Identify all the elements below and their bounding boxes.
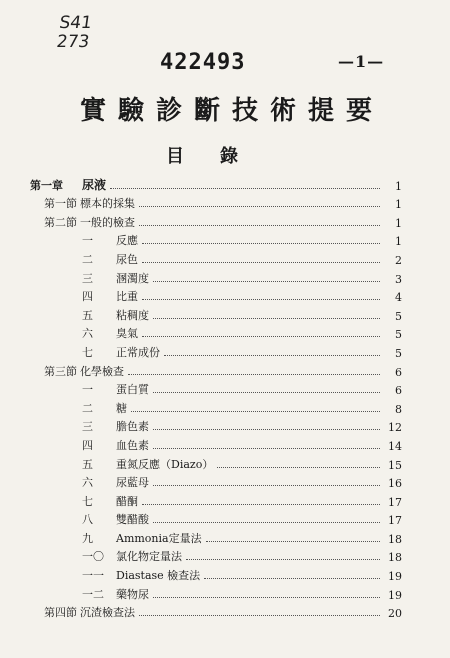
dot-leader <box>164 354 380 356</box>
toc-entry <box>30 267 402 286</box>
dot-leader <box>142 335 380 337</box>
toc-entry <box>30 323 402 342</box>
dot-leader <box>142 298 380 300</box>
toc-entry-page: 5 <box>395 309 402 323</box>
toc-entry-page: 1 <box>395 198 402 212</box>
toc-entry-page: 17 <box>388 495 402 509</box>
toc-entry-page: 3 <box>395 272 402 286</box>
dot-leader <box>139 205 380 207</box>
dot-leader <box>186 558 380 560</box>
toc-entry-page: 19 <box>388 588 402 602</box>
toc-entry-label: 標本的採集 <box>80 197 135 211</box>
dot-leader <box>206 540 380 542</box>
toc-entry-number: 二 <box>82 401 93 415</box>
toc-entry-page: 20 <box>388 607 402 621</box>
toc-entry-page: 6 <box>395 365 402 379</box>
dot-leader <box>128 373 380 375</box>
handwritten-note: S41 273 <box>55 13 94 52</box>
dot-leader <box>153 317 380 319</box>
toc-entry-label: 沉渣檢查法 <box>80 606 135 620</box>
toc-entry <box>30 341 402 360</box>
toc-entry-number: 三 <box>82 271 93 285</box>
toc-entry-label: 臭氣 <box>116 327 138 341</box>
toc-entry-page: 6 <box>395 384 402 398</box>
toc-entry <box>30 453 402 472</box>
toc-entry-label: 氯化物定量法 <box>116 550 182 564</box>
toc-entry-number: 五 <box>82 457 93 471</box>
table-of-contents <box>30 174 402 620</box>
toc-entry-number: 九 <box>82 531 93 545</box>
dot-leader <box>153 596 380 598</box>
toc-entry <box>30 564 402 583</box>
toc-entry-number: 一二 <box>82 587 104 601</box>
dot-leader <box>153 521 380 523</box>
toc-entry-label: 膽色素 <box>116 420 149 434</box>
dot-leader <box>153 280 380 282</box>
toc-entry-label: 血色素 <box>116 438 149 452</box>
toc-entry-number: 二 <box>82 252 93 266</box>
toc-entry <box>30 546 402 565</box>
toc-entry-number: 第一節 <box>44 197 77 211</box>
toc-entry <box>30 230 402 249</box>
toc-entry-label: Diastase 檢查法 <box>116 569 201 583</box>
toc-entry <box>30 509 402 528</box>
toc-entry-number: 六 <box>82 476 93 490</box>
toc-entry-label: 醋酮 <box>116 494 138 508</box>
toc-entry-number: 第三節 <box>44 364 77 378</box>
toc-entry-label: 溷濁度 <box>116 271 149 285</box>
toc-entry-page: 8 <box>395 402 402 416</box>
toc-entry-label: 尿液 <box>82 177 107 192</box>
toc-entry-page: 1 <box>395 179 402 193</box>
toc-entry-number: 第四節 <box>44 606 77 620</box>
toc-entry-number: 第二節 <box>44 215 77 229</box>
toc-entry-page: 5 <box>395 328 402 342</box>
toc-entry <box>30 174 402 193</box>
toc-entry-label: 比重 <box>116 290 138 304</box>
book-title: 實驗診斷技術提要 <box>79 96 384 126</box>
toc-entry-number: 四 <box>82 438 93 452</box>
toc-entry-label: 尿色 <box>116 252 138 266</box>
toc-entry <box>30 583 402 602</box>
dot-leader <box>153 484 380 486</box>
toc-entry-number: 四 <box>82 290 93 304</box>
page-number: —1— <box>338 52 385 71</box>
toc-entry-number: 一一 <box>82 569 104 583</box>
toc-entry-page: 2 <box>395 253 402 267</box>
toc-entry <box>30 527 402 546</box>
toc-entry-page: 19 <box>388 570 402 584</box>
toc-entry-label: 尿藍母 <box>116 476 149 490</box>
dot-leader <box>131 410 380 412</box>
dot-leader <box>139 224 380 226</box>
toc-entry-page: 18 <box>388 551 402 565</box>
toc-entry <box>30 304 402 323</box>
toc-entry <box>30 211 402 230</box>
toc-entry-page: 16 <box>388 477 402 491</box>
toc-entry <box>30 490 402 509</box>
dot-leader <box>142 242 380 244</box>
toc-entry-page: 1 <box>395 216 402 230</box>
dot-leader <box>153 428 380 430</box>
toc-entry-number: 七 <box>82 345 93 359</box>
toc-entry-page: 14 <box>388 439 402 453</box>
toc-entry-label: 糖 <box>116 401 127 415</box>
toc-entry-number: 六 <box>82 327 93 341</box>
toc-entry-number: 八 <box>82 513 93 527</box>
toc-entry-number: 七 <box>82 494 93 508</box>
toc-entry-number: 三 <box>82 420 93 434</box>
toc-entry <box>30 434 402 453</box>
toc-entry-page: 1 <box>395 235 402 249</box>
toc-entry-page: 17 <box>388 514 402 528</box>
document-number: 422493 <box>160 50 246 75</box>
dot-leader <box>142 261 380 263</box>
toc-entry-number: 一 <box>82 234 93 248</box>
dot-leader <box>217 466 380 468</box>
toc-entry-label: 化學檢查 <box>80 364 124 378</box>
toc-entry-number: 一〇 <box>82 550 104 564</box>
toc-entry-label: Ammonia定量法 <box>116 531 202 545</box>
toc-entry-label: 藥物尿 <box>116 587 149 601</box>
toc-entry <box>30 360 402 379</box>
toc-entry <box>30 397 402 416</box>
toc-entry-page: 15 <box>388 458 402 472</box>
toc-entry <box>30 416 402 435</box>
toc-entry-label: 蛋白質 <box>116 383 149 397</box>
toc-heading: 目錄 <box>166 146 274 167</box>
toc-entry-label: 重氮反應（Diazo） <box>116 457 214 471</box>
toc-entry <box>30 379 402 398</box>
toc-entry-number: 第一章 <box>30 178 63 192</box>
toc-entry-page: 4 <box>395 291 402 305</box>
toc-entry <box>30 472 402 491</box>
toc-entry <box>30 602 402 621</box>
dot-leader <box>110 187 380 189</box>
dot-leader <box>153 447 380 449</box>
dot-leader <box>142 503 380 505</box>
dot-leader <box>153 391 380 393</box>
dot-leader <box>204 577 380 579</box>
toc-entry <box>30 248 402 267</box>
toc-entry-label: 一般的檢查 <box>80 215 135 229</box>
toc-entry-label: 反應 <box>116 234 138 248</box>
toc-entry-number: 一 <box>82 383 93 397</box>
toc-entry <box>30 286 402 305</box>
toc-entry-page: 12 <box>388 421 402 435</box>
toc-entry-page: 5 <box>395 346 402 360</box>
toc-entry <box>30 193 402 212</box>
toc-entry-label: 粘稠度 <box>116 308 149 322</box>
dot-leader <box>139 614 380 616</box>
toc-entry-label: 雙醋酸 <box>116 513 149 527</box>
toc-entry-label: 正常成份 <box>116 345 160 359</box>
toc-entry-page: 18 <box>388 532 402 546</box>
toc-entry-number: 五 <box>82 308 93 322</box>
